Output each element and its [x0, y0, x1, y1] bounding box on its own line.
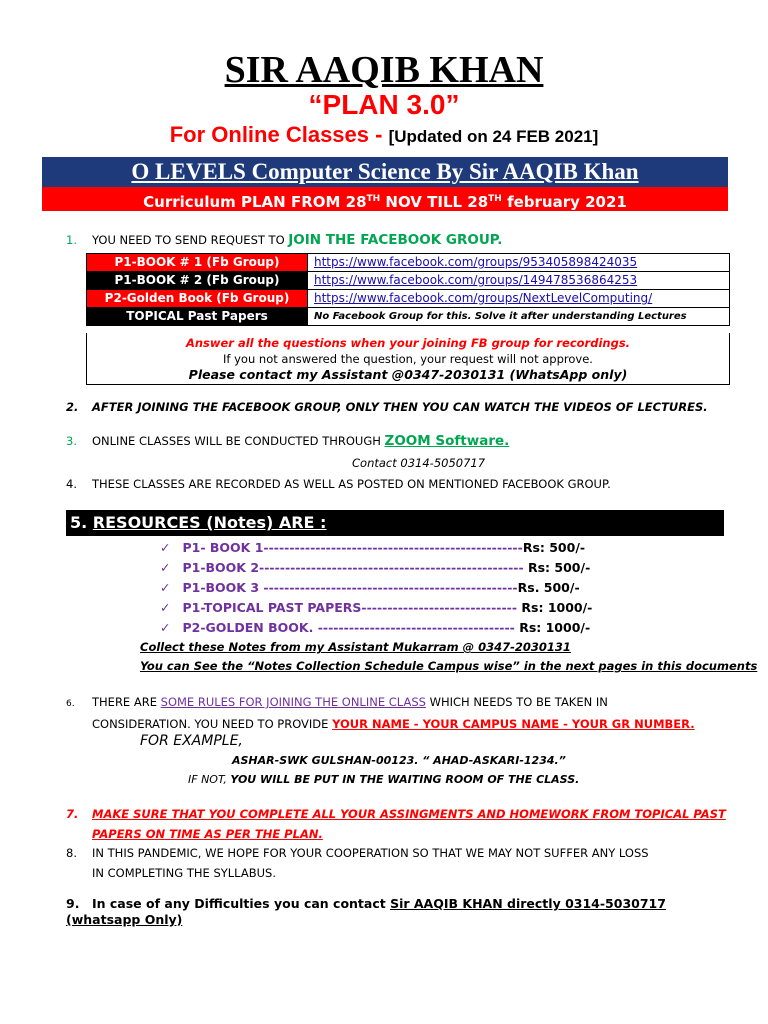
page-title: SIR AAQIB KHAN: [224, 49, 544, 91]
item-requirements: YOUR NAME - YOUR CAMPUS NAME - YOUR GR NUMBER.: [332, 717, 695, 731]
item-number: 1.: [66, 233, 77, 247]
course-banner: [42, 157, 728, 187]
check-icon: ✓: [160, 600, 171, 615]
group-link-cell: [308, 254, 730, 272]
answer-line-1: Answer all the questions when your joining FB group for recordings.: [185, 336, 631, 350]
item-line-1: MAKE SURE THAT YOU COMPLETE ALL YOUR ASSINGMENTS AND HOMEWORK FROM TOPICAL PAST: [92, 807, 726, 821]
item-line-1: IN THIS PANDEMIC, WE HOPE FOR YOUR COOPERATION SO THAT WE MAY NOT SUFFER ANY LOSS: [92, 846, 649, 860]
facebook-groups-table: [86, 253, 730, 326]
group-link-cell: [308, 290, 730, 308]
item-4: [66, 476, 726, 492]
resource-price: Rs: 500/-: [523, 560, 591, 575]
item-text-c: WHICH NEEDS TO BE TAKEN IN: [425, 695, 608, 709]
group-label: P1-BOOK # 1 (Fb Group): [87, 254, 308, 272]
resource-item: [160, 538, 585, 558]
item-number: 9.: [66, 896, 80, 911]
item-7: [66, 804, 726, 844]
online-classes-line: [0, 122, 768, 151]
resource-price: Rs: 1000/-: [514, 620, 591, 635]
resource-name: P1-BOOK 3: [182, 580, 264, 595]
if-not-text: YOU WILL BE PUT IN THE WAITING ROOM OF THE CLASS.: [230, 773, 580, 786]
answer-line-3: Please contact my Assistant @0347-2030131 (WhatsApp only): [188, 367, 628, 382]
table-row: [87, 308, 730, 326]
item-3-contact: Contact 0314-5050717: [352, 456, 486, 470]
group-link[interactable]: https://www.facebook.com/groups/953405898424035: [314, 255, 638, 269]
resources-header: [66, 510, 724, 536]
curriculum-sup-2: TH: [488, 194, 502, 204]
resource-dashes: ------------------------------: [361, 600, 518, 615]
item-text: YOU NEED TO SEND REQUEST TO: [92, 233, 289, 247]
resource-item: [160, 598, 592, 618]
item-number: 3.: [66, 434, 77, 448]
updated-date: [Updated on 24 FEB 2021]: [388, 127, 599, 146]
check-icon: ✓: [160, 580, 171, 595]
check-icon: ✓: [160, 620, 171, 635]
item-text-d: CONSIDERATION. YOU NEED TO PROVIDE: [92, 717, 333, 731]
curriculum-text-c: february 2021: [501, 193, 627, 211]
item-1: [66, 232, 726, 248]
item-number: 5.: [70, 513, 88, 532]
online-classes-label: For Online Classes -: [169, 122, 389, 147]
item-8: [66, 843, 726, 883]
curriculum-text-a: Curriculum PLAN FROM 28: [143, 193, 367, 211]
if-not-line: [188, 773, 579, 786]
example-label: FOR EXAMPLE,: [140, 733, 243, 749]
course-banner-text: O LEVELS Computer Science By Sir AAQIB Khan: [131, 159, 639, 184]
group-link-cell: [308, 272, 730, 290]
item-number: 2.: [66, 400, 79, 414]
resource-name: P1-TOPICAL PAST PAPERS: [182, 600, 362, 615]
resource-dashes: -------------------------------------------------: [263, 580, 518, 595]
group-label: P1-BOOK # 2 (Fb Group): [87, 272, 308, 290]
item-number: 8.: [66, 846, 77, 860]
item-number: 6.: [66, 699, 75, 709]
resource-dashes: --------------------------------------: [317, 620, 515, 635]
curriculum-text-b: NOV TILL 28: [380, 193, 489, 211]
group-link[interactable]: https://www.facebook.com/groups/149478536864253: [314, 273, 638, 287]
resource-price: Rs: 500/-: [522, 540, 586, 555]
item-3: [66, 433, 726, 449]
item-rules-highlight: SOME RULES FOR JOINING THE ONLINE CLASS: [160, 695, 426, 709]
item-text: AFTER JOINING THE FACEBOOK GROUP, ONLY THEN YOU CAN WATCH THE VIDEOS OF LECTURES.: [92, 400, 708, 414]
plan-subtitle: “PLAN 3.0”: [308, 89, 460, 120]
resource-dashes: --------------------------------------------------: [263, 540, 523, 555]
resource-name: P1-BOOK 2: [182, 560, 260, 575]
resource-item: [160, 618, 590, 638]
answer-line-2: If you not answered the question, your request will not approve.: [223, 352, 593, 366]
resource-name: P1- BOOK 1: [182, 540, 264, 555]
item-9: [66, 896, 726, 928]
example-line: ASHAR-SWK GULSHAN-00123. “ AHAD-ASKARI-1234.”: [232, 754, 566, 767]
group-label: TOPICAL Past Papers: [87, 308, 308, 326]
resource-name: P2-GOLDEN BOOK.: [182, 620, 318, 635]
collect-line-2: You can See the “Notes Collection Schedule Campus wise” in the next pages in this documents: [140, 659, 758, 673]
item-highlight: JOIN THE FACEBOOK GROUP.: [288, 232, 503, 248]
item-line-2: IN COMPLETING THE SYLLABUS.: [92, 866, 276, 880]
collect-line-1: Collect these Notes from my Assistant Mukarram @ 0347-2030131: [140, 640, 571, 654]
group-label: P2-Golden Book (Fb Group): [87, 290, 308, 308]
item-number: 4.: [66, 477, 77, 491]
answer-notice: [86, 333, 730, 385]
item-highlight: ZOOM Software.: [384, 433, 510, 449]
resource-price: Rs. 500/-: [517, 580, 580, 595]
item-number: 7.: [66, 807, 79, 821]
table-row: [87, 272, 730, 290]
curriculum-sup-1: TH: [366, 194, 381, 204]
item-6: [66, 692, 726, 734]
resource-item: [160, 558, 590, 578]
group-note: No Facebook Group for this. Solve it after understanding Lectures: [308, 308, 730, 326]
if-not-prefix: IF NOT,: [188, 773, 231, 786]
item-text: ONLINE CLASSES WILL BE CONDUCTED THROUGH: [92, 434, 385, 448]
resources-title: RESOURCES (Notes) ARE :: [92, 513, 327, 532]
item-text: In case of any Difficulties you can contact: [92, 896, 391, 911]
resource-dashes: ---------------------------------------------------: [259, 560, 524, 575]
item-2: [66, 399, 726, 415]
item-text-a: THERE ARE: [92, 695, 161, 709]
item-text: THESE CLASSES ARE RECORDED AS WELL AS POSTED ON MENTIONED FACEBOOK GROUP.: [92, 477, 611, 491]
curriculum-banner: [42, 187, 728, 211]
resource-price: Rs: 1000/-: [517, 600, 593, 615]
table-row: [87, 254, 730, 272]
contact-info: Sir AAQIB KHAN directly 0314-5030717 (whatsapp Only): [66, 896, 666, 927]
item-line-2: PAPERS ON TIME AS PER THE PLAN.: [92, 827, 323, 841]
check-icon: ✓: [160, 560, 171, 575]
group-link[interactable]: https://www.facebook.com/groups/NextLevelComputing/: [314, 291, 653, 305]
check-icon: ✓: [160, 540, 171, 555]
table-row: [87, 290, 730, 308]
resource-item: [160, 578, 580, 598]
